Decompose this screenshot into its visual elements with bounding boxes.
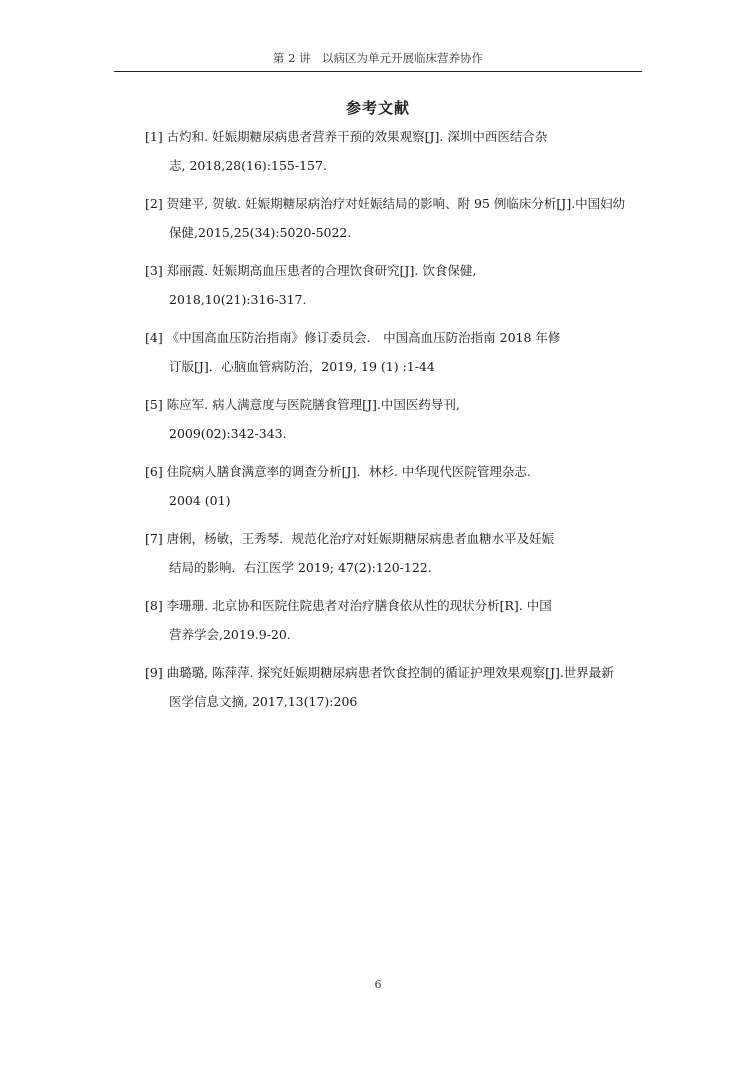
reference-continuation: 保健,2015,25(34):5020-5022. [169, 225, 352, 240]
reference-item [145, 591, 645, 649]
reference-continuation: 2009(02):342-343. [169, 426, 287, 441]
reference-item [145, 658, 645, 716]
page-number: 6 [374, 978, 382, 991]
reference-item [145, 323, 645, 381]
reference-item [145, 390, 645, 448]
reference-line: [9] 曲璐璐, 陈萍萍. 探究妊娠期糖尿病患者饮食控制的循证护理效果观察[J].世界最新 [145, 665, 614, 680]
reference-continuation: 2004 (01) [169, 493, 231, 508]
header-rule [114, 71, 642, 72]
reference-continuation: 医学信息文摘, 2017,13(17):206 [169, 694, 358, 709]
reference-continuation: 志, 2018,28(16):155-157. [169, 158, 327, 173]
reference-item [145, 189, 645, 247]
reference-line: [1] 古灼和. 妊娠期糖尿病患者营养干预的效果观察[J]. 深圳中西医结合杂 [145, 129, 548, 144]
reference-continuation: 2018,10(21):316-317. [169, 292, 307, 307]
reference-item [145, 524, 645, 582]
running-header: 第 2 讲 以病区为单元开展临床营养协作 [272, 51, 484, 65]
reference-continuation: 结局的影响．右江医学 2019; 47(2):120-122. [169, 560, 432, 575]
reference-line: [8] 李珊珊. 北京协和医院住院患者对治疗膳食依从性的现状分析[R]. 中国 [145, 598, 552, 613]
reference-item [145, 256, 645, 314]
reference-continuation: 订版[J]．心脑血管病防治，2019, 19 (1) :1-44 [169, 359, 435, 374]
reference-item [145, 122, 645, 180]
reference-line: [4] 《中国高血压防治指南》修订委员会． 中国高血压防治指南 2018 年修 [145, 330, 561, 345]
reference-item [145, 457, 645, 515]
reference-line: [6] 住院病人膳食满意率的调查分析[J]．林杉. 中华现代医院管理杂志. [145, 464, 531, 479]
reference-line: [5] 陈应军. 病人满意度与医院膳食管理[J].中国医药导刊, [145, 397, 460, 412]
reference-list [145, 122, 645, 725]
reference-line: [7] 唐俐，杨敏，王秀琴．规范化治疗对妊娠期糖尿病患者血糖水平及妊娠 [145, 531, 555, 546]
reference-line: [3] 郑丽霞. 妊娠期高血压患者的合理饮食研究[J]. 饮食保健, [145, 263, 477, 278]
section-title: 参考文献 [345, 99, 410, 117]
reference-continuation: 营养学会,2019.9-20. [169, 627, 291, 642]
reference-line: [2] 贺建平, 贺敏. 妊娠期糖尿病治疗对妊娠结局的影响、附 95 例临床分析[J].中国妇幼 [145, 196, 626, 211]
